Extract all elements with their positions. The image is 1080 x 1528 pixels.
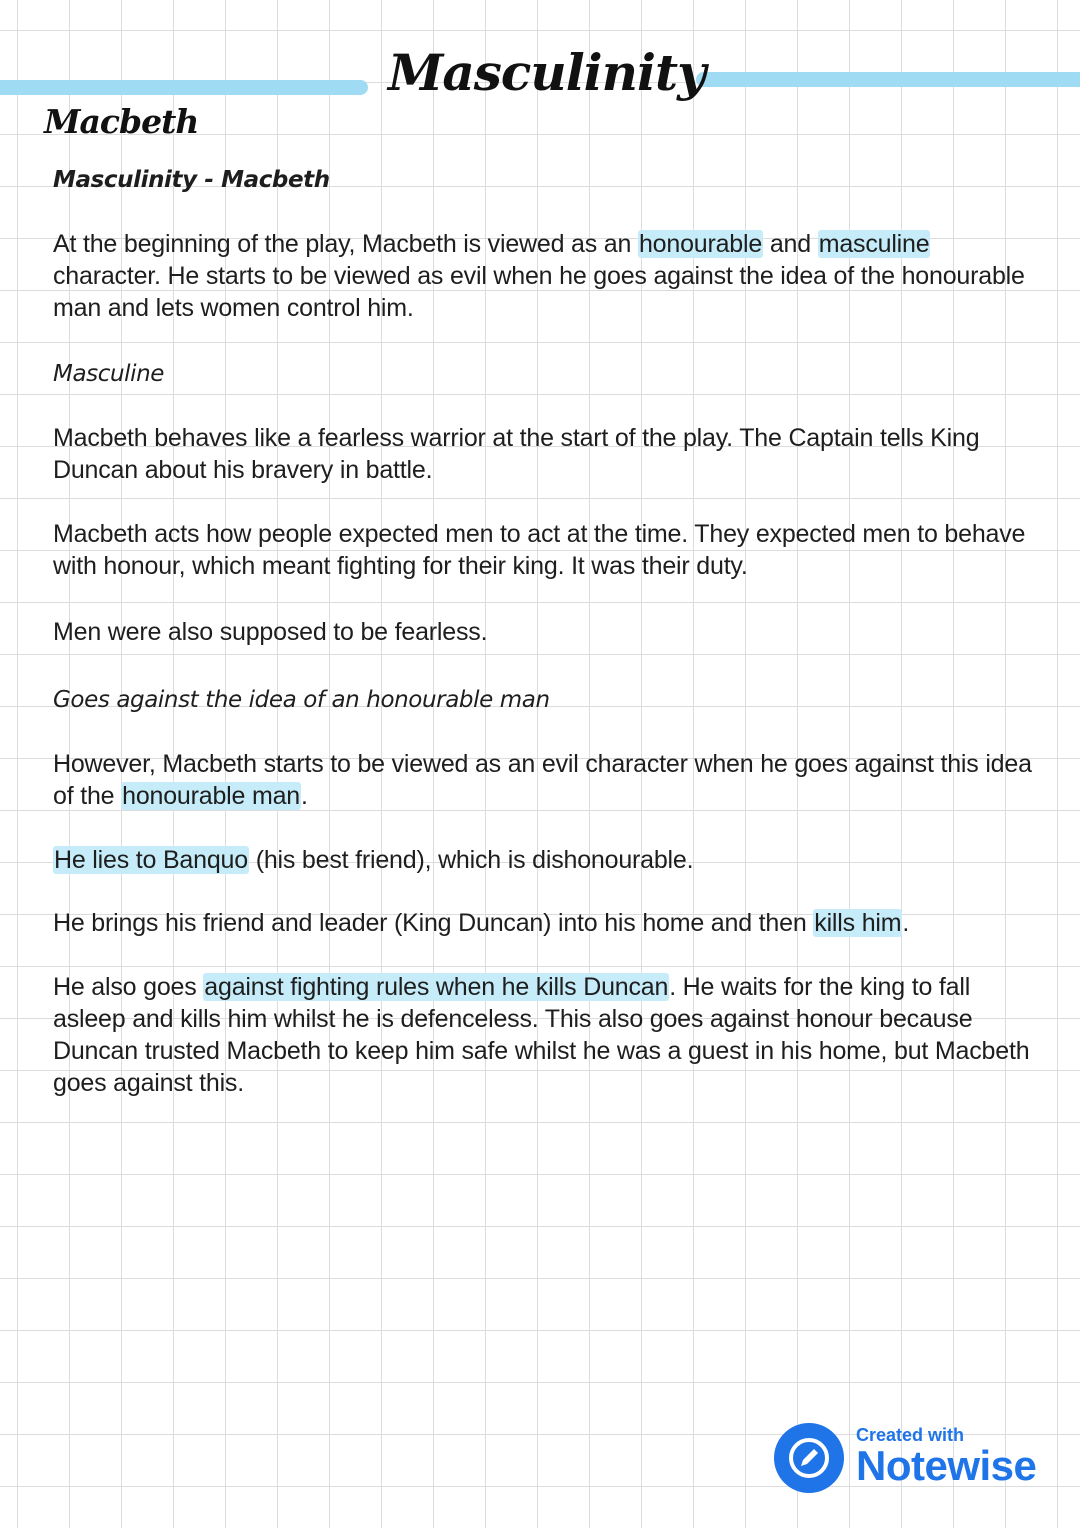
lies-text: (his best friend), which is dishonourable. xyxy=(248,846,694,874)
title-underline-right xyxy=(696,72,1080,87)
warrior-paragraph: Macbeth behaves like a fearless warrior at the start of the play. The Captain tells King Duncan about his bravery in battle. xyxy=(53,424,980,484)
main-title: Masculinity xyxy=(388,43,706,102)
highlight-honourable-man: honourable man xyxy=(122,782,300,810)
fearless-paragraph: Men were also supposed to be fearless. xyxy=(53,618,488,646)
highlight-masculine: masculine xyxy=(818,230,930,258)
rules-text-2: . He waits for the king to fall asleep and kills him whilst he is defenceless. This also goes against honour because Duncan trusted Macbeth to keep him safe whilst he was a guest in his home, but Macbeth goes against this. xyxy=(53,973,1030,1097)
subheading-against: Goes against the idea of an honourable man xyxy=(53,687,550,713)
pencil-icon xyxy=(787,1436,831,1480)
notewise-branding xyxy=(774,1423,1054,1495)
intro-text-1: At the beginning of the play, Macbeth is viewed as an xyxy=(53,230,638,258)
expected-paragraph: Macbeth acts how people expected men to act at the time. They expected men to behave with honour, which meant fighting for their king. It was their duty. xyxy=(53,520,1026,580)
however-text-2: . xyxy=(301,782,308,810)
intro-text-2: and xyxy=(763,230,818,258)
title-underline-left xyxy=(0,80,368,95)
highlight-lies-banquo: He lies to Banquo xyxy=(54,846,248,874)
highlight-fighting-rules: against fighting rules when he kills Duncan xyxy=(204,973,669,1001)
intro-text-3: character. He starts to be viewed as evil when he goes against the idea of the honourable man and lets women control him. xyxy=(53,262,1025,322)
brings-text-2: . xyxy=(902,909,910,937)
rules-paragraph xyxy=(53,971,1043,1099)
highlight-honourable: honourable xyxy=(638,230,763,258)
intro-paragraph xyxy=(53,228,1043,324)
brings-paragraph xyxy=(53,907,1043,939)
notewise-name: Notewise xyxy=(856,1442,1037,1489)
subheading-masculine: Masculine xyxy=(53,361,165,387)
brings-text-1: He brings his friend and leader (King Duncan) into his home and then xyxy=(53,909,814,937)
rules-text-1: He also goes xyxy=(53,973,204,1001)
notewise-logo xyxy=(774,1423,844,1493)
lies-paragraph xyxy=(53,844,1043,876)
created-with-label: Created with xyxy=(856,1425,965,1445)
however-paragraph xyxy=(53,748,1043,812)
highlight-kills-him: kills him xyxy=(814,909,902,937)
however-text-1: However, Macbeth starts to be viewed as an evil character when he goes against this idea of the xyxy=(53,750,1032,810)
doc-title: Macbeth xyxy=(44,102,199,141)
section-heading: Masculinity - Macbeth xyxy=(53,167,330,193)
